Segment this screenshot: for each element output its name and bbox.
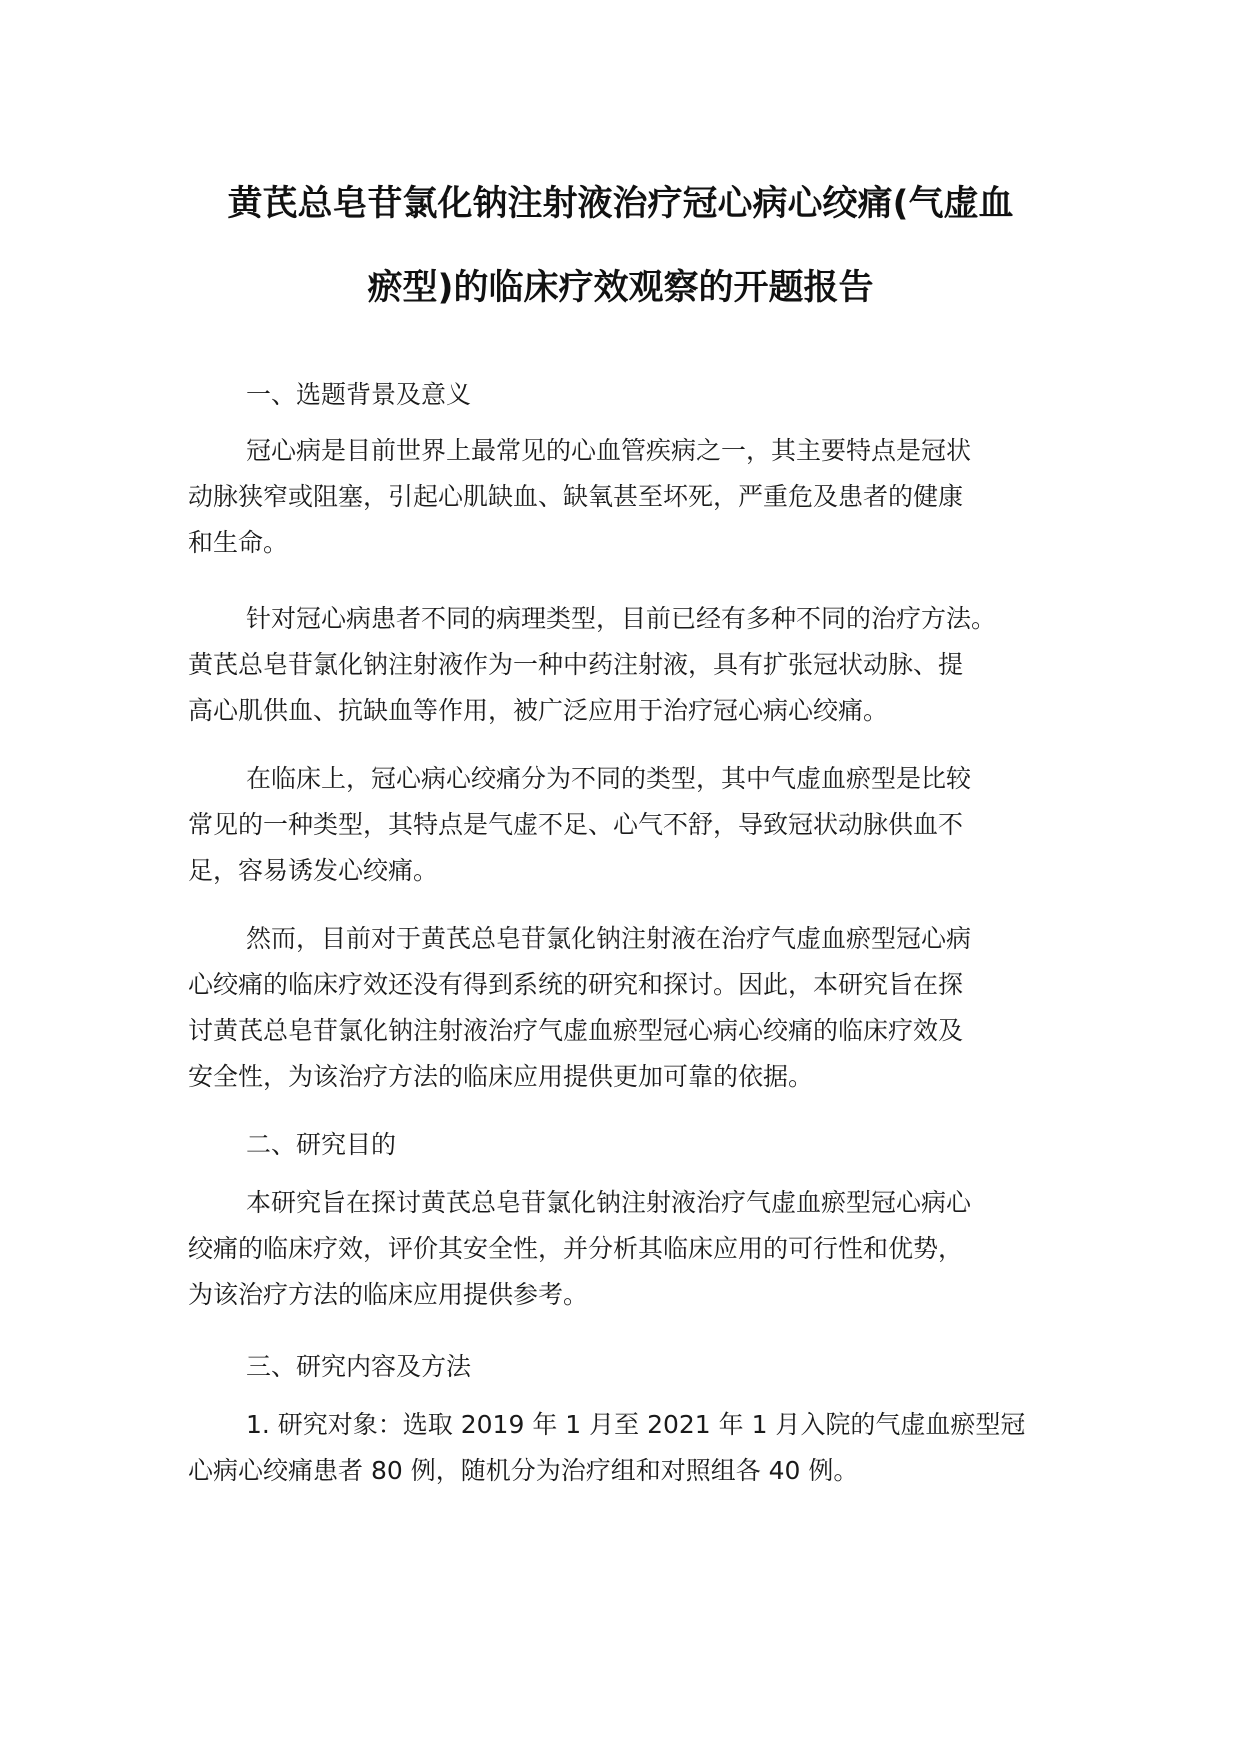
paragraph-line: 针对冠心病患者不同的病理类型，目前已经有多种不同的治疗方法。: [246, 604, 997, 633]
paragraph-line: 在临床上，冠心病心绞痛分为不同的类型，其中气虚血瘀型是比较: [246, 764, 972, 793]
paragraph-line: 和生命。: [188, 528, 289, 557]
paragraph-line: 冠心病是目前世界上最常见的心血管疾病之一，其主要特点是冠状: [246, 436, 972, 465]
paragraph-line: 高心肌供血、抗缺血等作用，被广泛应用于治疗冠心病心绞痛。: [188, 696, 889, 725]
paragraph-line: 黄芪总皂苷氯化钠注射液作为一种中药注射液，具有扩张冠状动脉、提: [188, 650, 964, 679]
paragraph-line: 心病心绞痛患者 80 例，随机分为治疗组和对照组各 40 例。: [188, 1456, 859, 1485]
paragraph-line: 讨黄芪总皂苷氯化钠注射液治疗气虚血瘀型冠心病心绞痛的临床疗效及: [188, 1016, 964, 1045]
paragraph-line: 常见的一种类型，其特点是气虚不足、心气不舒，导致冠状动脉供血不: [188, 810, 964, 839]
paragraph-line: 心绞痛的临床疗效还没有得到系统的研究和探讨。因此，本研究旨在探: [188, 970, 964, 999]
section-heading-methods: 三、研究内容及方法: [246, 1352, 472, 1381]
paragraph-line: 然而，目前对于黄芪总皂苷氯化钠注射液在治疗气虚血瘀型冠心病: [246, 924, 972, 953]
paragraph-line: 1. 研究对象：选取 2019 年 1 月至 2021 年 1 月入院的气虚血瘀型冠: [246, 1410, 1026, 1439]
paragraph-line: 绞痛的临床疗效，评价其安全性，并分析其临床应用的可行性和优势，: [188, 1234, 964, 1263]
paragraph-line: 本研究旨在探讨黄芪总皂苷氯化钠注射液治疗气虚血瘀型冠心病心: [246, 1188, 972, 1217]
document-title-line-1: 黄芪总皂苷氯化钠注射液治疗冠心病心绞痛(气虚血: [227, 184, 1014, 224]
paragraph-line: 为该治疗方法的临床应用提供参考。: [188, 1280, 589, 1309]
paragraph-line: 足，容易诱发心绞痛。: [188, 856, 439, 885]
paragraph-line: 安全性，为该治疗方法的临床应用提供更加可靠的依据。: [188, 1062, 814, 1091]
section-heading-objective: 二、研究目的: [246, 1130, 397, 1159]
section-heading-background: 一、选题背景及意义: [246, 380, 472, 409]
document-title-line-2: 瘀型)的临床疗效观察的开题报告: [367, 268, 874, 308]
paragraph-line: 动脉狭窄或阻塞，引起心肌缺血、缺氧甚至坏死，严重危及患者的健康: [188, 482, 964, 511]
